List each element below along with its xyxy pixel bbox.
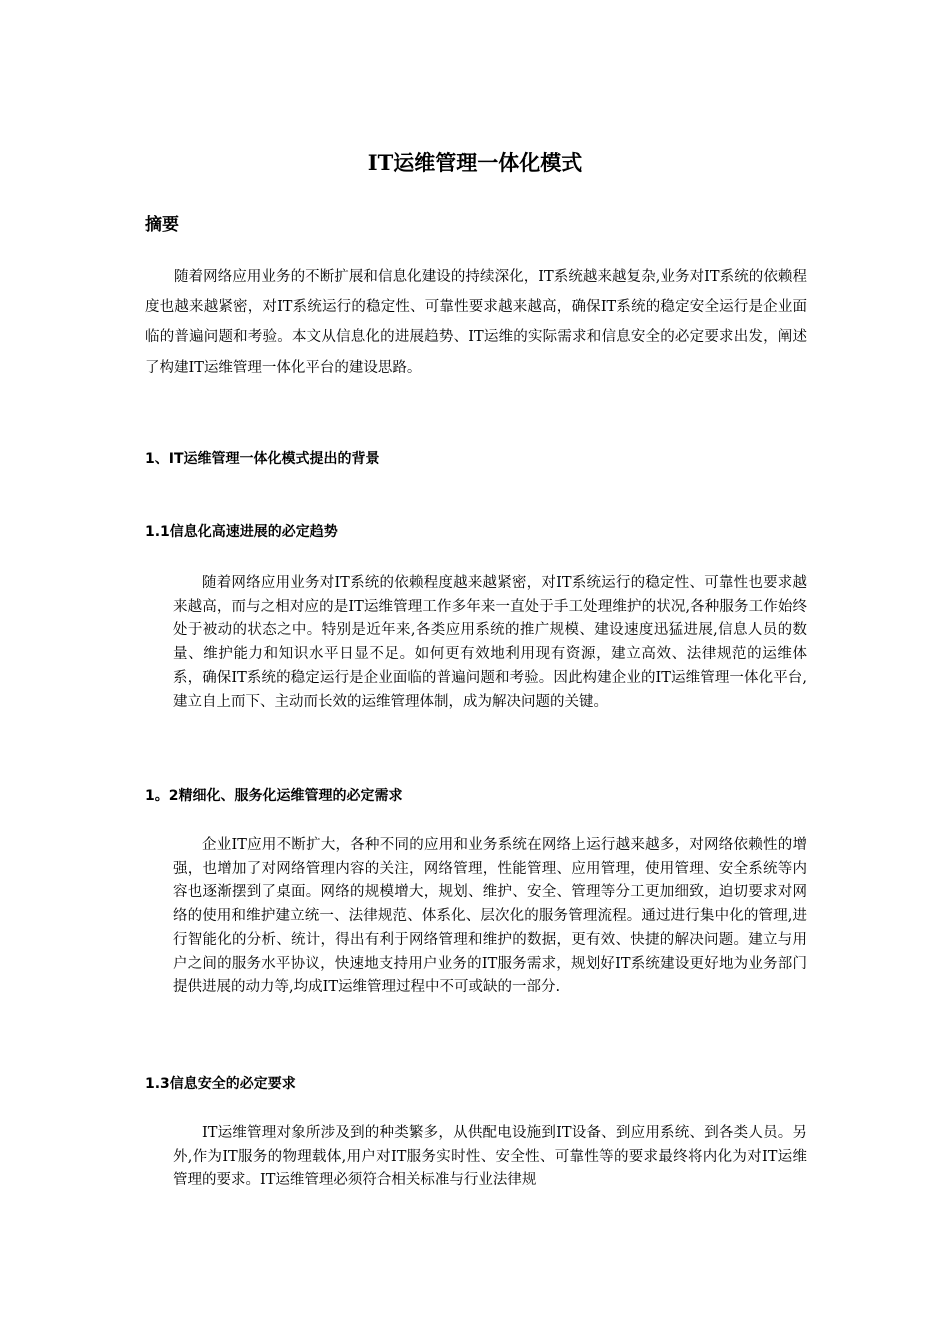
subsection-1-3-paragraph: IT运维管理对象所涉及到的种类繁多，从供配电设施到IT设备、到应用系统、到各类人员。另外,作为IT服务的物理载体,用户对IT服务实时性、安全性、可靠性等的要求最终将内化为对IT运维管理的要求。IT运维管理必须符合相关标准与行业法律规 — [173, 1125, 807, 1189]
subsection-1-3-heading: 1.3信息安全的必定要求 — [145, 1076, 296, 1092]
subsection-1-2-paragraph: 企业IT应用不断扩大，各种不同的应用和业务系统在网络上运行越来越多，对网络依赖性的增强，也增加了对网络管理内容的关注，网络管理，性能管理、应用管理，使用管理、安全系统等内容也逐渐摆到了桌面。网络的规模增大，规划、维护、安全、管理等分工更加细致，迫切要求对网络的使用和维护建立统一、法律规范、体系化、层次化的服务管理流程。通过进行集中化的管理,进行智能化的分析、统计，得出有利于网络管理和维护的数据，更有效、快捷的解决问题。建立与用户之间的服务水平协议，快速地支持用户业务的IT服务需求，规划好IT系统建设更好地为业务部门提供进展的动力等,均成IT运维管理过程中不可或缺的一部分. — [173, 837, 807, 996]
abstract-heading: 摘要 — [145, 215, 179, 235]
section-1-heading: 1、IT运维管理一体化模式提出的背景 — [145, 451, 380, 467]
subsection-1-2-heading: 1。2精细化、服务化运维管理的必定需求 — [145, 788, 403, 804]
abstract-paragraph: 随着网络应用业务的不断扩展和信息化建设的持续深化，IT系统越来越复杂,业务对IT系统的依赖程度也越来越紧密，对IT系统运行的稳定性、可靠性要求越来越高，确保IT系统的稳定安全运行是企业面临的普遍问题和考验。本文从信息化的进展趋势、IT运维的实际需求和信息安全的必定要求出发，阐述了构建IT运维管理一体化平台的建设思路。 — [145, 269, 807, 376]
document-title: IT运维管理一体化模式 — [367, 150, 583, 175]
subsection-1-1-heading: 1.1信息化高速进展的必定趋势 — [145, 524, 338, 540]
subsection-1-1-paragraph: 随着网络应用业务对IT系统的依赖程度越来越紧密，对IT系统运行的稳定性、可靠性也要求越来越高，而与之相对应的是IT运维管理工作多年来一直处于手工处理维护的状况,各种服务工作始终处于被动的状态之中。特别是近年来,各类应用系统的推广规模、建设速度迅猛进展,信息人员的数量、维护能力和知识水平日显不足。如何更有效地利用现有资源，建立高效、法律规范的运维体系，确保IT系统的稳定运行是企业面临的普遍问题和考验。因此构建企业的IT运维管理一体化平台,建立自上而下、主动而长效的运维管理体制，成为解决问题的关键。 — [173, 575, 807, 710]
